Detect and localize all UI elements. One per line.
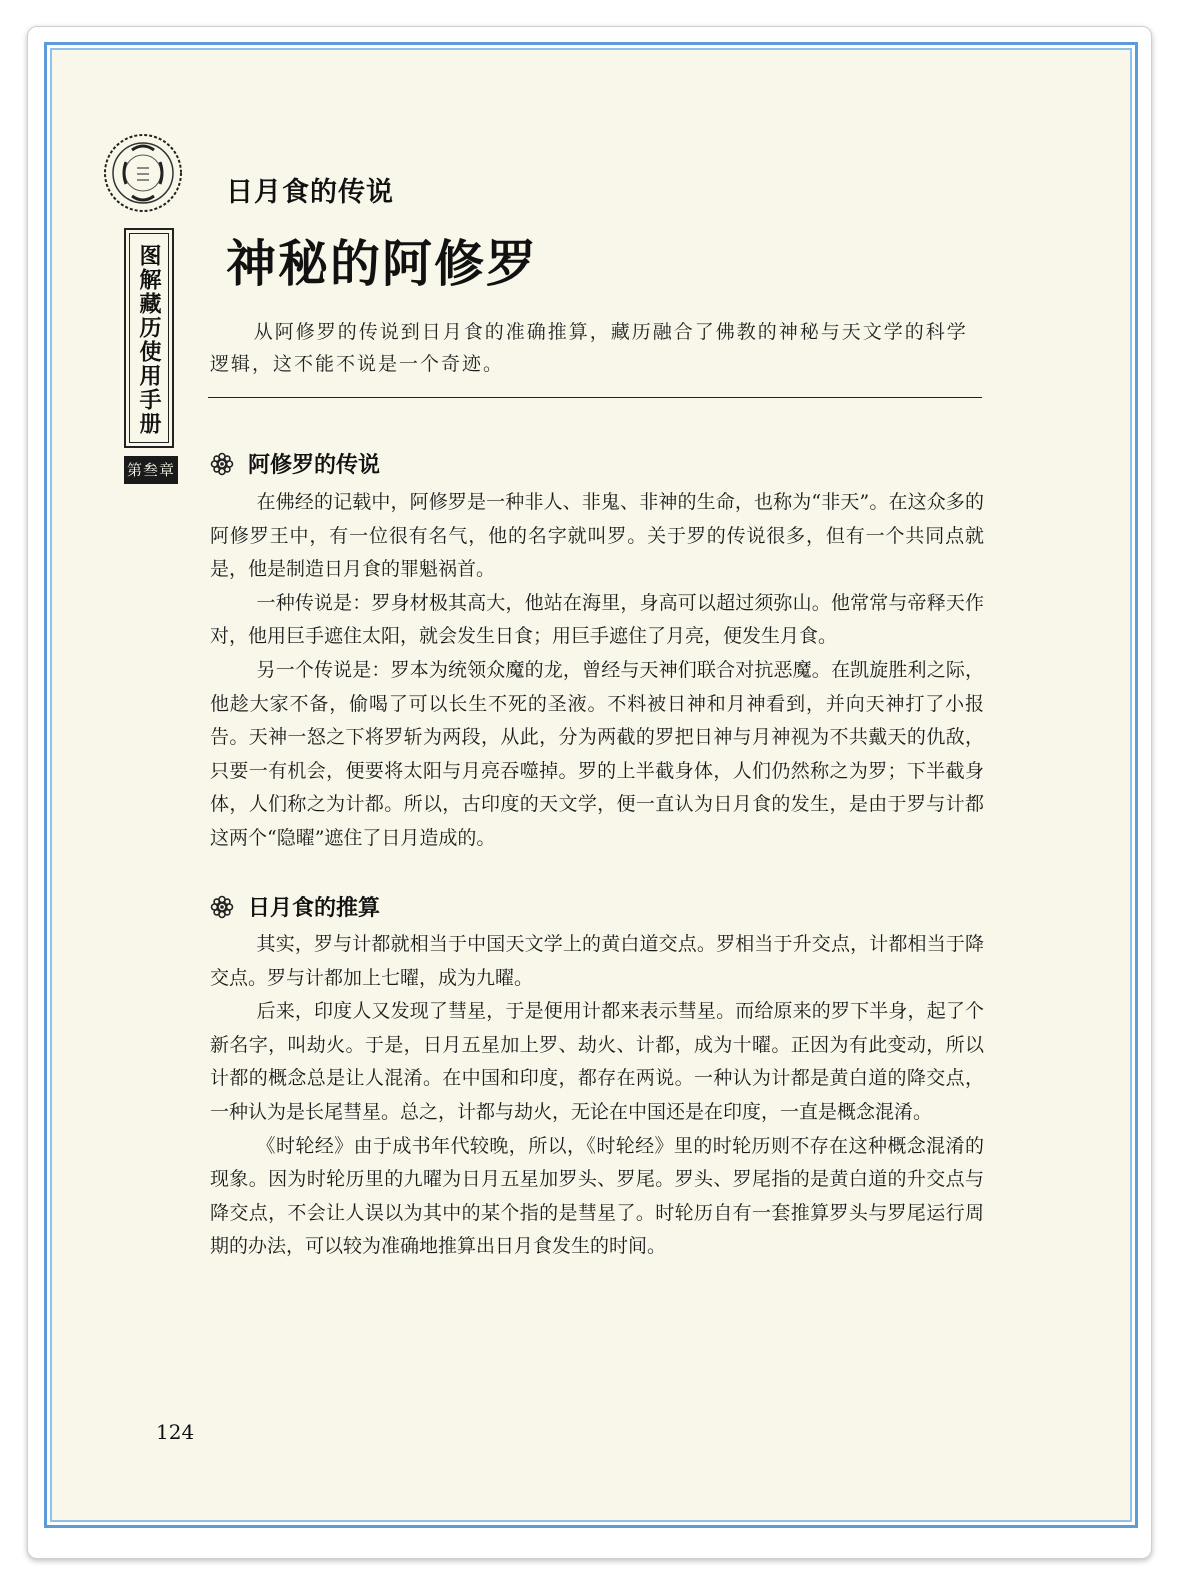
section-body-calculation xyxy=(210,928,984,1264)
paragraph: 《时轮经》由于成书年代较晚，所以，《时轮经》里的时轮历则不存在这种概念混淆的现象。因为时轮历里的九曜为日月五星加罗头、罗尾。罗头、罗尾指的是黄白道的升交点与降交点，不会让人误以为其中的某个指的是彗星了。时轮历自有一套推算罗头与罗尾运行周期的办法，可以较为准确地推算出日月食发生的时间。 xyxy=(210,1134,984,1258)
section-heading-calculation xyxy=(210,891,380,922)
chapter-tab: 第叁章 xyxy=(124,456,178,484)
paragraph: 另一个传说是：罗本为统领众魔的龙，曾经与天神们联合对抗恶魔。在凯旋胜利之际，他趁大家不备，偷喝了可以长生不死的圣液。不料被日神和月神看到，并向天神打了小报告。天神一怒之下将罗斩为两段，从此，分为两截的罗把日神与月神视为不共戴天的仇敌，只要一有机会，便要将太阳与月亮吞噬掉。罗的上半截身体，人们仍然称之为罗；下半截身体，人们称之为计都。所以，古印度的天文学，便一直认为日月食的发生，是由于罗与计都这两个“隐曜”遮住了日月造成的。 xyxy=(210,658,984,849)
paragraph: 一种传说是：罗身材极其高大，他站在海里，身高可以超过须弥山。他常常与帝释天作对，他用巨手遮住太阳，就会发生日食；用巨手遮住了月亮，便发生月食。 xyxy=(210,591,984,648)
header-divider xyxy=(208,397,982,398)
section-heading-text: 阿修罗的传说 xyxy=(248,453,381,478)
paragraph: 其实，罗与计都就相当于中国天文学上的黄白道交点。罗相当于升交点，计都相当于降交点。罗与计都加上七曜，成为九曜。 xyxy=(210,933,984,989)
section-heading-text: 日月食的推算 xyxy=(248,896,381,921)
flower-bullet-icon xyxy=(210,452,234,476)
paragraph: 在佛经的记载中，阿修罗是一种非人、非鬼、非神的生命，也称为“非天”。在这众多的阿修罗王中，有一位很有名气，他的名字就叫罗。关于罗的传说很多，但有一个共同点就是，他是制造日月食的罪魁祸首。 xyxy=(210,491,984,581)
seal-emblem-icon xyxy=(102,128,184,218)
page-title: 神秘的阿修罗 xyxy=(226,235,538,293)
section-body-legend xyxy=(210,486,984,856)
page-number: 124 xyxy=(156,1420,195,1444)
flower-bullet-icon xyxy=(210,895,234,919)
paragraph: 后来，印度人又发现了彗星，于是便用计都来表示彗星。而给原来的罗下半身，起了个新名字，叫劫火。于是，日月五星加上罗、劫火、计都，成为十曜。正因为有此变动，所以计都的概念总是让人混淆。在中国和印度，都存在两说。一种认为计都是黄白道的降交点，一种认为是长尾彗星。总之，计都与劫火，无论在中国还是在印度，一直是概念混淆。 xyxy=(210,1000,984,1123)
intro-paragraph: 从阿修罗的传说到日月食的准确推算，藏历融合了佛教的神秘与天文学的科学逻辑，这不能不说是一个奇迹。 xyxy=(210,321,968,375)
section-heading-legend xyxy=(210,448,380,479)
section-kicker: 日月食的传说 xyxy=(226,177,394,208)
book-title-vertical: 图解藏历使用手册 xyxy=(136,244,162,436)
book-title-tab xyxy=(124,228,174,448)
